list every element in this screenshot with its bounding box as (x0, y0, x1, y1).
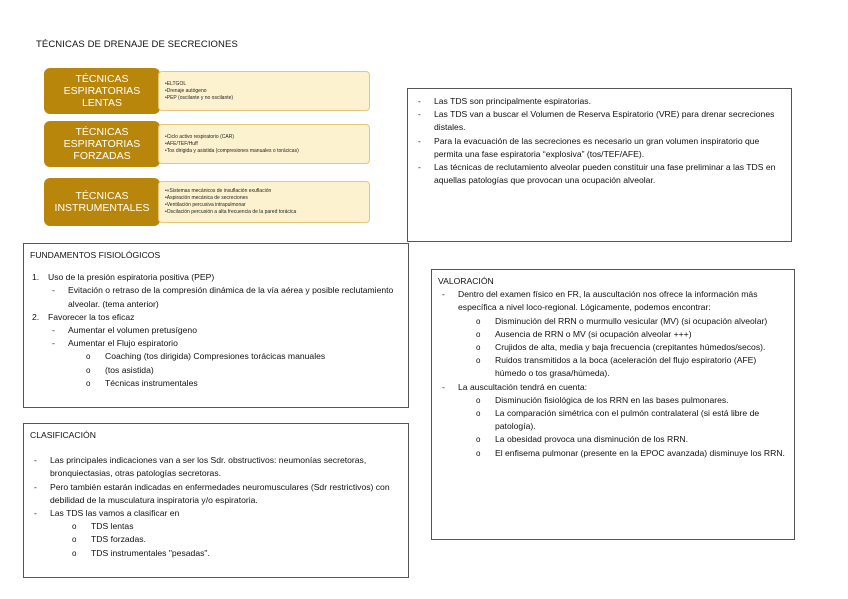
technique-list (158, 181, 370, 223)
fundamentos-box (23, 243, 409, 408)
fundamentos-subitem: - Aumentar el volumen pretusígeno (48, 324, 402, 337)
valoracion-subitem: o Crujidos de alta, media y baja frecuencia (crepitantes húmedos/secos). (476, 341, 786, 354)
valoracion-subitem: o El enfisema pulmonar (presente en la EPOC avanzada) disminuye los RRN. (476, 447, 786, 460)
summary-box (407, 88, 792, 242)
fundamentos-circ-item: o Técnicas instrumentales (86, 377, 402, 390)
valoracion-subitem: o Disminución fisiológica de los RRN en las bases pulmonares. (476, 394, 786, 407)
summary-item: - Las técnicas de reclutamiento alveolar pueden constituir una fase preliminar a las TDS en aquellas patologías que provocan una ocupación alveolar. (414, 161, 783, 187)
technique-item: •Oscilación percusión a alta frecuencia de la pared torácica (165, 209, 297, 215)
technique-item: •«Sistemas mecánicos de insuflación exuflación (165, 188, 272, 194)
valoracion-subitem: o La comparación simétrica con el pulmón contralateral (si está libre de patología). (476, 407, 786, 433)
valoracion-subitem: o Ruidos transmitidos a la boca (aceleración del flujo espiratorio (AFE) húmedo o tos grasa/húmeda). (476, 354, 786, 380)
valoracion-box (431, 269, 795, 540)
technique-row-lentas (44, 68, 370, 114)
clasificacion-item: - Las TDS las vamos a clasificar en o TDS lentas o TDS forzadas. o TDS instrumentales "pesadas". (30, 507, 402, 560)
technique-label: TÉCNICAS INSTRUMENTALES (44, 178, 160, 226)
technique-row-forzadas (44, 121, 370, 167)
technique-item: •Aspiración mecánica de secreciones (165, 195, 248, 201)
clasificacion-type: o TDS instrumentales "pesadas". (72, 547, 402, 560)
fundamentos-item: 1. Uso de la presión espiratoria positiva (PEP) - Evitación o retraso de la compresión dinámica de la vía aérea y posible reclutamiento alveolar. (tema anterior) (30, 271, 402, 311)
technique-row-instrumentales (44, 178, 370, 226)
fundamentos-subitem: - Evitación o retraso de la compresión dinámica de la vía aérea y posible reclutamiento alveolar. (tema anterior) (48, 284, 402, 310)
clasificacion-item: - Pero también estarán indicadas en enfermedades neuromusculares (Sdr restrictivos) con debilidad de la musculatura inspiratoria y/o espiratoria. (30, 481, 402, 507)
clasificacion-type: o TDS lentas (72, 520, 402, 533)
clasificacion-item: - Las principales indicaciones van a ser los Sdr. obstructivos: neumonías secretoras, bronquiectasias, otras patologías secretoras. (30, 454, 402, 480)
fundamentos-item: 2. Favorecer la tos eficaz - Aumentar el volumen pretusígeno - Aumentar el Flujo espiratorio o Coaching (tos dirigida) Compresiones torácicas manuales o (tos asistida) o Técnicas instrumentales (30, 311, 402, 390)
valoracion-item: - Dentro del examen físico en FR, la auscultación nos ofrece la información más específica a nivel loco-regional. Lógicamente, podemos encontrar: o Disminución del RRN o murmullo vesicular (MV) (si ocupación alveolar) o Ausencia de RRN o MV (si ocupación alveolar +++) o Crujidos de alta, media y baja frecuencia (crepitantes húmedos/secos). o Ruidos transmitidos a la boca (aceleración del flujo espiratorio (AFE) húmedo o tos grasa/húmeda). (438, 288, 786, 380)
fundamentos-subitem: - Aumentar el Flujo espiratorio o Coaching (tos dirigida) Compresiones torácicas manuales o (tos asistida) o Técnicas instrumentales (48, 337, 402, 390)
summary-item: - Las TDS van a buscar el Volumen de Reserva Espiratorio (VRE) para drenar secreciones distales. (414, 108, 783, 134)
technique-item: •Ciclo activo respiratorio (CAR) (165, 133, 234, 140)
valoracion-subitem: o La obesidad provoca una disminución de los RRN. (476, 433, 786, 446)
clasificacion-box (23, 423, 409, 578)
summary-item: - Las TDS son principalmente espiratorias. (414, 95, 783, 108)
clasificacion-type: o TDS forzadas. (72, 533, 402, 546)
fundamentos-heading: FUNDAMENTOS FISIOLÓGICOS (30, 250, 161, 260)
technique-item: •PEP (oscilante y no oscilante) (165, 94, 234, 101)
technique-item: •Tos dirigida y asistida (compresiones manuales o torácicas) (165, 147, 299, 154)
technique-label: TÉCNICAS ESPIRATORIAS FORZADAS (44, 121, 160, 167)
technique-list (158, 124, 370, 164)
technique-list (158, 71, 370, 111)
valoracion-subitem: o Disminución del RRN o murmullo vesicular (MV) (si ocupación alveolar) (476, 315, 786, 328)
technique-label: TÉCNICAS ESPIRATORIAS LENTAS (44, 68, 160, 114)
clasificacion-heading: CLASIFICACIÓN (30, 430, 96, 440)
summary-item: - Para la evacuación de las secreciones es necesario un gran volumen inspiratorio que permita una fase espiratoria “explosiva” (tos/TEF/AFE). (414, 135, 783, 161)
valoracion-subitem: o Ausencia de RRN o MV (si ocupación alveolar +++) (476, 328, 786, 341)
fundamentos-circ-item: o (tos asistida) (86, 364, 402, 377)
technique-item: •Ventilación percusiva intrapulmonar (165, 202, 246, 208)
technique-item: •AFE/TEF/Huff (165, 140, 198, 147)
technique-item: •ELTGOL (165, 80, 187, 87)
technique-item: •Drenaje autógeno (165, 87, 207, 94)
fundamentos-circ-item: o Coaching (tos dirigida) Compresiones torácicas manuales (86, 350, 402, 363)
valoracion-item: - La auscultación tendrá en cuenta: o Disminución fisiológica de los RRN en las bases pulmonares. o La comparación simétrica con el pulmón contralateral (si está libre de patología). o La obesidad provoca una disminución de los RRN. o El enfisema pulmonar (presente en la EPOC avanzada) disminuye los RRN. (438, 381, 786, 460)
valoracion-heading: VALORACIÓN (438, 276, 494, 286)
page-title: TÉCNICAS DE DRENAJE DE SECRECIONES (36, 39, 238, 50)
